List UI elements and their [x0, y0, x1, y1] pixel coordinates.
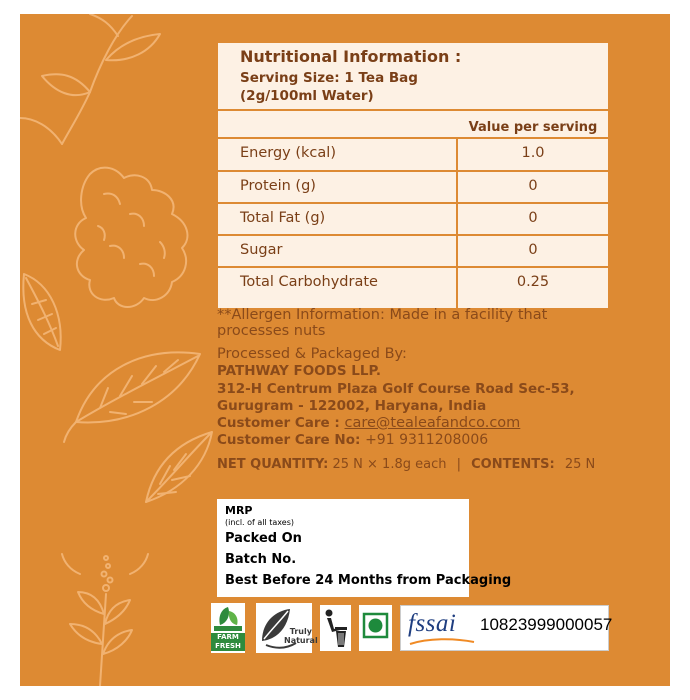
serving-size [240, 69, 418, 105]
nutrient-value: 1.0 [521, 145, 545, 161]
serving-size-line1: Serving Size: 1 Tea Bag [240, 70, 418, 86]
nutrient-value: 0 [528, 210, 538, 226]
dispose-properly-badge [320, 605, 351, 651]
customer-care-email-line [217, 415, 520, 431]
farm-label: FARM [217, 633, 239, 641]
packager-heading: Processed & Packaged By: [217, 346, 407, 362]
table-row [218, 236, 608, 267]
farm-fresh-badge [211, 603, 245, 653]
tulsi-sprig-icon [62, 554, 148, 686]
nutrient-value: 0.25 [516, 274, 550, 290]
leaf-sprig-icon [20, 14, 160, 144]
net-quantity-value: 25 N × 1.8g each [332, 457, 447, 472]
table-row [218, 139, 608, 170]
nutrient-value: 0 [528, 242, 538, 258]
botanical-illustration [20, 14, 253, 686]
mrp-incl-taxes: (incl. of all taxes) [225, 518, 295, 527]
veg-mark-badge [359, 605, 392, 651]
truly-natural-badge [256, 603, 318, 653]
customer-care-phone-line [217, 432, 488, 448]
table-row [218, 172, 608, 203]
serving-size-line2: (2g/100ml Water) [240, 88, 374, 104]
value-column-header: Value per serving [468, 120, 598, 135]
separator: | [456, 457, 461, 472]
table-row [218, 204, 608, 235]
packed-on-label: Packed On [225, 531, 302, 546]
farm-fresh-label [211, 633, 245, 651]
nutrient-label: Protein (g) [240, 178, 316, 194]
allergen-text: Made in a facility that [384, 307, 548, 323]
mint-leaf-icon [23, 274, 60, 350]
allergen-label: **Allergen Information: [217, 307, 385, 323]
nutrient-value: 0 [528, 178, 538, 194]
net-quantity-label: NET QUANTITY: [217, 457, 329, 472]
nutrient-label: Total Fat (g) [240, 210, 326, 226]
nutrition-table [218, 43, 608, 308]
nutrient-label: Energy (kcal) [240, 145, 336, 161]
net-quantity-line [217, 457, 595, 472]
ginger-root-icon [75, 168, 187, 307]
customer-care-label: Customer Care : [217, 415, 340, 431]
batch-no-label: Batch No. [225, 552, 297, 567]
mrp-label: MRP [225, 504, 253, 517]
farm-fresh-icon [211, 603, 245, 633]
contents-value: 25 N [564, 457, 596, 472]
natural-label: Natural [284, 636, 318, 645]
customer-care-phone: +91 9311208006 [365, 432, 489, 448]
customer-care-phone-label: Customer Care No: [217, 432, 361, 448]
nutrient-label: Sugar [240, 242, 283, 258]
veg-mark-icon [359, 605, 392, 651]
table-row [218, 268, 608, 299]
contents-label: CONTENTS: [471, 457, 555, 472]
label-panel [20, 14, 670, 686]
best-before-label: Best Before 24 Months from Packaging [225, 573, 512, 588]
nutrient-label: Total Carbohydrate [240, 274, 378, 290]
nutrition-title: Nutritional Information : [240, 47, 462, 66]
truly-natural-label [284, 627, 318, 645]
truly-label: Truly [289, 627, 312, 636]
table-divider [218, 109, 608, 111]
allergen-line1 [217, 307, 547, 323]
fssai-swoosh-icon [408, 638, 476, 646]
dustbin-icon [320, 605, 351, 651]
small-leaf-icon [146, 432, 212, 502]
packager-address-line1: 312-H Centrum Plaza Golf Course Road Sec-53, [217, 381, 575, 397]
allergen-line2: processes nuts [217, 323, 326, 339]
fssai-license-number: 10823999000057 [480, 615, 613, 634]
mrp-box [217, 499, 512, 597]
fssai-logo: fssai [408, 610, 457, 637]
customer-care-email-link[interactable]: care@tealeafandco.com [344, 415, 521, 431]
tea-leaf-icon [64, 352, 200, 442]
fssai-badge [400, 605, 613, 651]
packager-address-line2: Gurugram - 122002, Haryana, India [217, 398, 487, 414]
packager-company: PATHWAY FOODS LLP. [217, 363, 382, 379]
fresh-label: FRESH [215, 642, 241, 650]
